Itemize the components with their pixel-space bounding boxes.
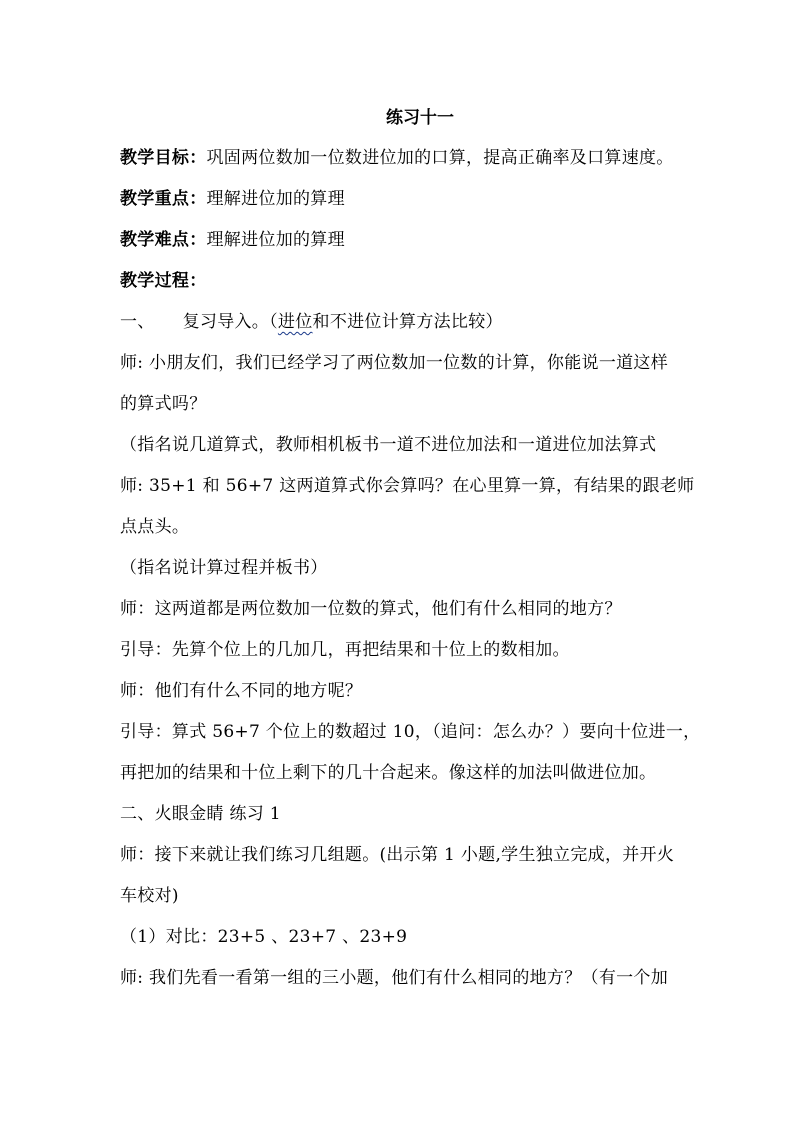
body-line: （指名说计算过程并板书）: [120, 558, 328, 578]
body-line: 引导：算式 56+7 个位上的数超过 10，（追问：怎么办？）要向十位进一，: [120, 722, 701, 742]
body-line: 的算式吗？: [120, 394, 207, 414]
body-line: 引导：先算个位上的几加几，再把结果和十位上的数相加。: [120, 640, 570, 660]
objective-text: 巩固两位数加一位数进位加的口算，提高正确率及口算速度。: [206, 148, 674, 168]
objective-line: [120, 138, 720, 179]
body-line: 师: 我们先看一看第一组的三小题，他们有什么相同的地方？（有一个加: [120, 968, 669, 988]
document-page: [120, 98, 720, 999]
body-line: 师: 35+1 和 56+7 这两道算式你会算吗？在心里算一算，有结果的跟老师: [120, 476, 695, 496]
section1-number: 一、: [120, 312, 155, 332]
body-line: 再把加的结果和十位上剩下的几十合起来。像这样的加法叫做进位加。: [120, 763, 657, 783]
section1-text-a: 复习导入。（: [182, 312, 278, 332]
body-line: （指名说几道算式，教师相机板书一道不进位加法和一道进位加法算式: [120, 435, 657, 455]
page-title: 练习十一: [386, 108, 454, 128]
difficulty-text: 理解进位加的算理: [206, 230, 345, 250]
difficulty-line: [120, 220, 720, 261]
key-point-label: 教学重点：: [120, 189, 207, 209]
objective-label: 教学目标：: [120, 148, 207, 168]
body-line: 师：接下来就让我们练习几组题。(出示第 1 小题,学生独立完成，并开火: [120, 845, 675, 865]
key-point-line: [120, 179, 720, 220]
section2-heading: 二、火眼金睛 练习 1: [120, 804, 281, 824]
section1-text-b: 和不进位计算方法比较）: [312, 312, 503, 332]
body-line: （1）对比：23+5 、23+7 、23+9: [120, 927, 408, 947]
body-line: 师：他们有什么不同的地方呢？: [120, 681, 363, 701]
body-line: 点点头。: [120, 517, 190, 537]
body-line: 师: 小朋友们，我们已经学习了两位数加一位数的计算，你能说一道这样: [120, 353, 669, 373]
body-line: 师：这两道都是两位数加一位数的算式，他们有什么相同的地方？: [120, 599, 622, 619]
key-point-text: 理解进位加的算理: [206, 189, 345, 209]
section1-wavy-text: 进位: [277, 312, 313, 332]
process-label: 教学过程：: [120, 271, 207, 291]
difficulty-label: 教学难点：: [120, 230, 207, 250]
section1-heading: [120, 302, 720, 343]
process-line: [120, 261, 720, 302]
body-line: 车校对): [120, 886, 179, 906]
